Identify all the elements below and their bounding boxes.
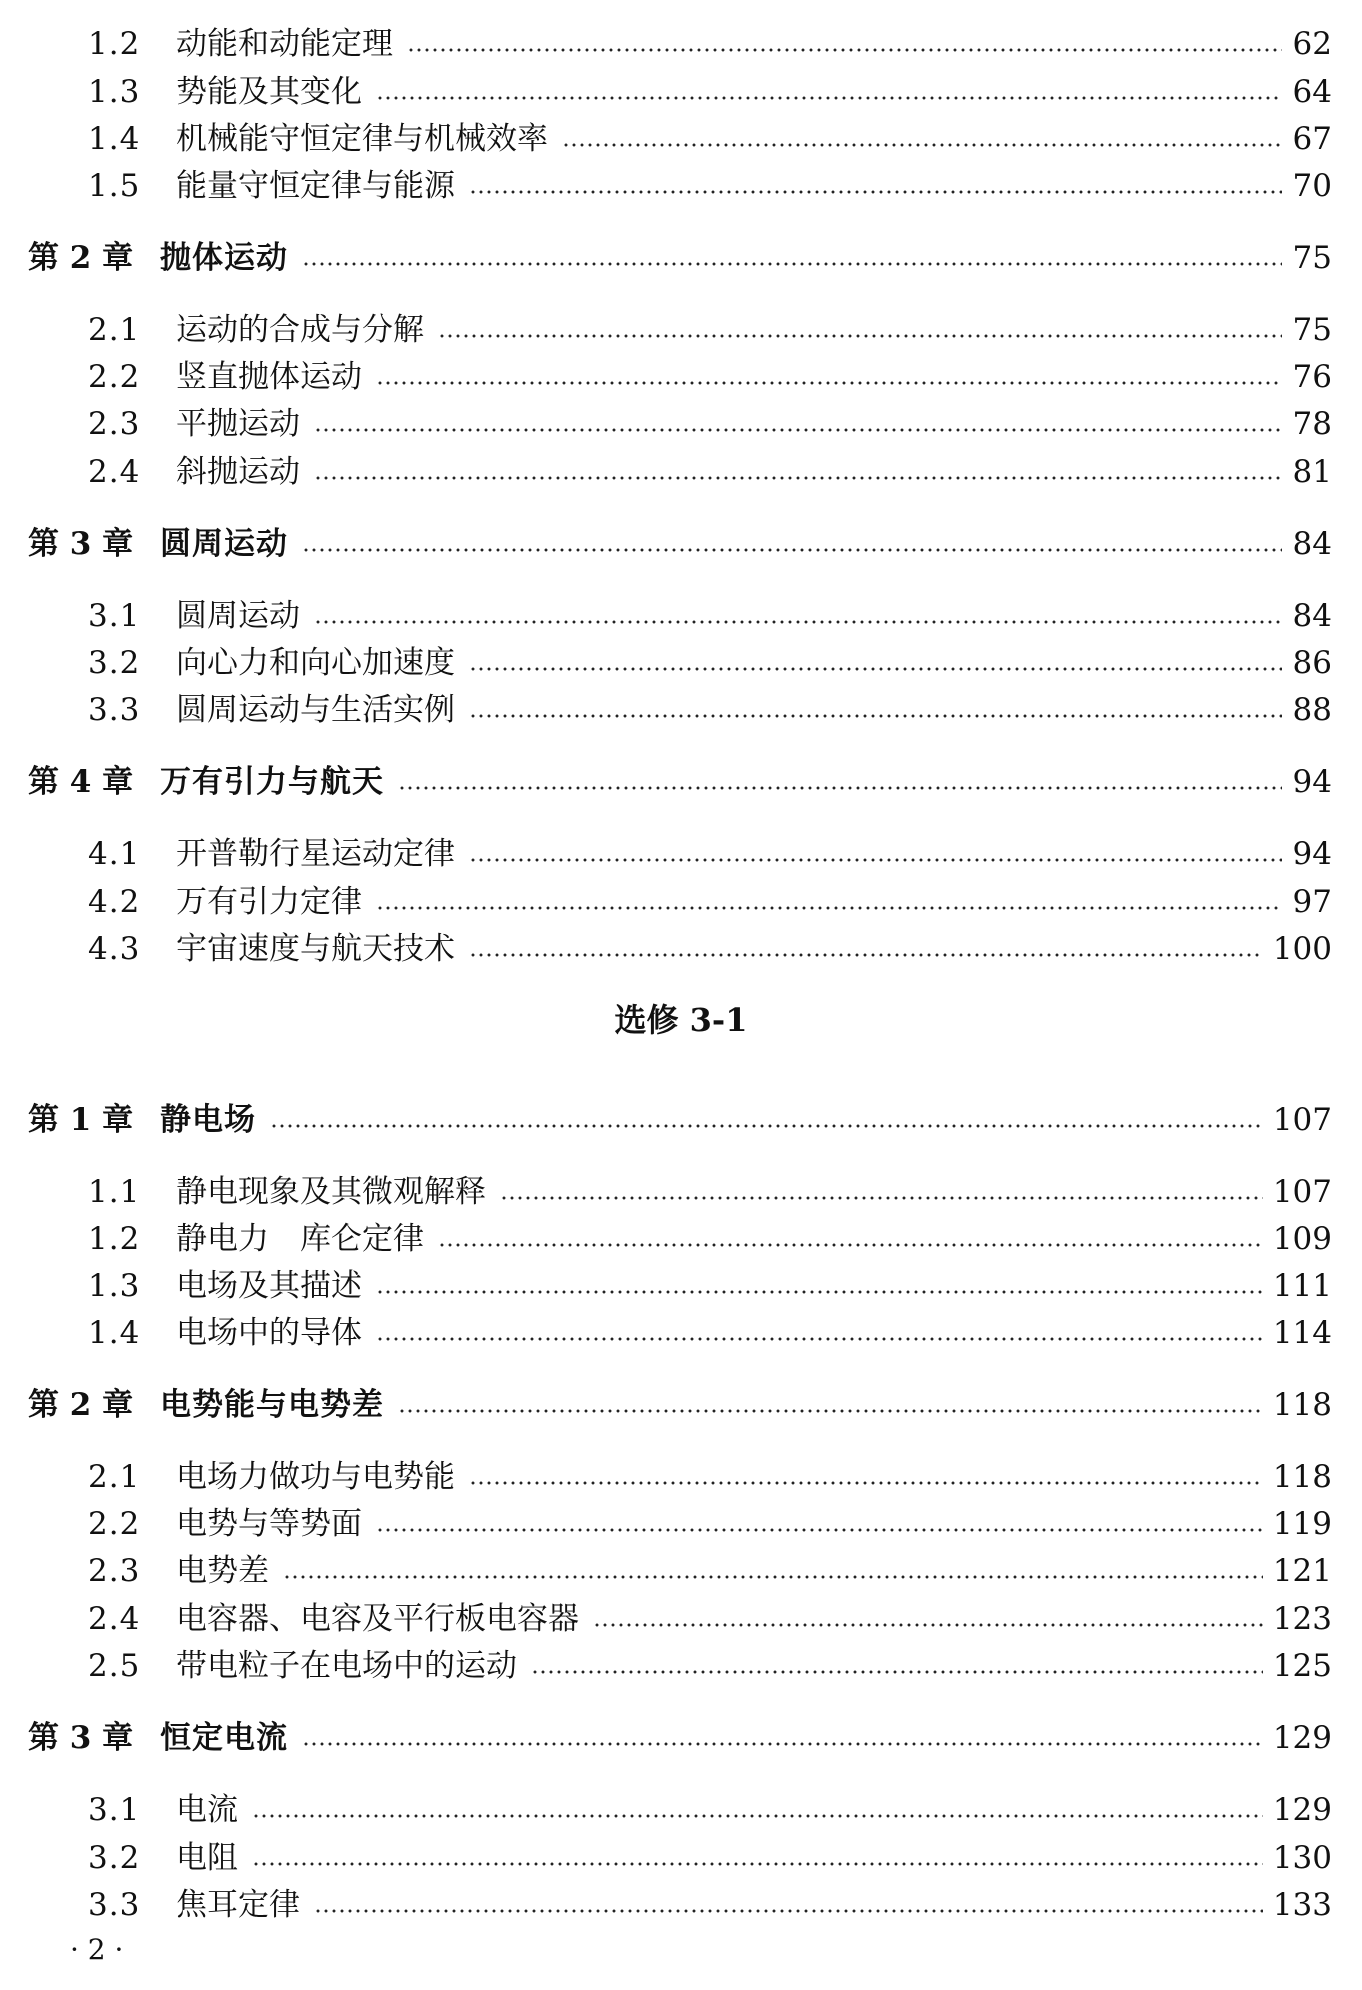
- entry-number: 第 2 章: [28, 1387, 134, 1423]
- entry-title: 恒定电流: [160, 1720, 288, 1756]
- entry-page-number: 121: [1272, 1553, 1332, 1589]
- entry-title: 机械能守恒定律与机械效率: [176, 121, 548, 157]
- entry-number: 3.3: [88, 1887, 141, 1923]
- entry-title: 向心力和向心加速度: [176, 645, 455, 681]
- entry-number: 第 1 章: [28, 1102, 134, 1138]
- toc-section-entry[interactable]: [88, 1311, 1332, 1355]
- part-heading: 选修 3-1: [614, 1001, 748, 1039]
- entry-page-number: 119: [1272, 1506, 1332, 1542]
- entry-page-number: 129: [1272, 1720, 1332, 1756]
- toc-section-entry[interactable]: [88, 70, 1332, 114]
- entry-title: 电阻: [176, 1840, 238, 1876]
- entry-title: 静电力 库仑定律: [176, 1221, 424, 1257]
- dot-leader: [562, 143, 1282, 147]
- entry-page-number: 81: [1292, 454, 1332, 490]
- toc-section-entry[interactable]: [88, 880, 1332, 924]
- dot-leader: [270, 1124, 1263, 1128]
- dot-leader: [376, 1290, 1263, 1294]
- entry-number: 2.3: [88, 406, 141, 442]
- entry-title: 万有引力定律: [176, 884, 362, 920]
- entry-title: 静电场: [160, 1102, 256, 1138]
- toc-chapter-entry[interactable]: [28, 1383, 1332, 1427]
- entry-title: 电场中的导体: [176, 1315, 362, 1351]
- entry-number: 2.5: [88, 1648, 141, 1684]
- entry-number: 2.2: [88, 1506, 141, 1542]
- entry-page-number: 62: [1292, 26, 1332, 62]
- entry-number: 2.1: [88, 312, 141, 348]
- entry-page-number: 97: [1292, 884, 1332, 920]
- entry-page-number: 75: [1292, 312, 1332, 348]
- toc-chapter-entry[interactable]: [28, 522, 1332, 566]
- entry-page-number: 94: [1292, 764, 1332, 800]
- entry-title: 电场力做功与电势能: [176, 1459, 455, 1495]
- entry-title: 能量守恒定律与能源: [176, 168, 455, 204]
- dot-leader: [302, 1742, 1263, 1746]
- dot-leader: [376, 96, 1282, 100]
- entry-page-number: 107: [1272, 1174, 1332, 1210]
- entry-number: 2.4: [88, 454, 141, 490]
- entry-page-number: 130: [1272, 1840, 1332, 1876]
- entry-number: 2.4: [88, 1601, 141, 1637]
- dot-leader: [593, 1623, 1263, 1627]
- entry-number: 3.1: [88, 598, 141, 634]
- entry-number: 4.1: [88, 836, 141, 872]
- dot-leader: [469, 190, 1282, 194]
- entry-number: 1.4: [88, 121, 141, 157]
- entry-number: 2.3: [88, 1553, 141, 1589]
- dot-leader: [376, 1528, 1263, 1532]
- entry-page-number: 109: [1272, 1221, 1332, 1257]
- entry-number: 3.3: [88, 692, 141, 728]
- entry-title: 圆周运动: [160, 526, 288, 562]
- entry-number: 1.3: [88, 74, 141, 110]
- entry-title: 焦耳定律: [176, 1887, 300, 1923]
- toc-section-entry[interactable]: [88, 832, 1332, 876]
- toc-section-entry[interactable]: [88, 1217, 1332, 1261]
- entry-number: 1.2: [88, 26, 141, 62]
- dot-leader: [376, 1337, 1263, 1341]
- entry-page-number: 123: [1272, 1601, 1332, 1637]
- dot-leader: [283, 1575, 1263, 1579]
- entry-title: 抛体运动: [160, 240, 288, 276]
- toc-section-entry[interactable]: [88, 355, 1332, 399]
- entry-page-number: 84: [1292, 598, 1332, 634]
- entry-number: 第 3 章: [28, 1720, 134, 1756]
- dot-leader: [407, 48, 1282, 52]
- dot-leader: [302, 548, 1282, 552]
- dot-leader: [252, 1814, 1263, 1818]
- toc-chapter-entry[interactable]: [28, 1098, 1332, 1142]
- entry-title: 电场及其描述: [176, 1268, 362, 1304]
- dot-leader: [398, 1409, 1263, 1413]
- entry-number: 3.2: [88, 1840, 141, 1876]
- entry-number: 第 2 章: [28, 240, 134, 276]
- entry-page-number: 107: [1272, 1102, 1332, 1138]
- dot-leader: [302, 262, 1282, 266]
- toc-section-entry[interactable]: [88, 402, 1332, 446]
- toc-chapter-entry[interactable]: [28, 1716, 1332, 1760]
- entry-page-number: 118: [1272, 1459, 1332, 1495]
- entry-number: 1.3: [88, 1268, 141, 1304]
- entry-number: 1.1: [88, 1174, 141, 1210]
- dot-leader: [252, 1862, 1263, 1866]
- dot-leader: [469, 858, 1282, 862]
- toc-section-entry[interactable]: [88, 1170, 1332, 1214]
- entry-title: 平抛运动: [176, 406, 300, 442]
- entry-page-number: 118: [1272, 1387, 1332, 1423]
- entry-title: 宇宙速度与航天技术: [176, 931, 455, 967]
- dot-leader: [376, 906, 1282, 910]
- entry-title: 圆周运动: [176, 598, 300, 634]
- entry-number: 1.5: [88, 168, 141, 204]
- toc-chapter-entry[interactable]: [28, 236, 1332, 280]
- entry-title: 圆周运动与生活实例: [176, 692, 455, 728]
- entry-number: 4.3: [88, 931, 141, 967]
- entry-page-number: 94: [1292, 836, 1332, 872]
- toc-section-entry[interactable]: [88, 164, 1332, 208]
- entry-page-number: 114: [1272, 1315, 1332, 1351]
- toc-section-entry[interactable]: [88, 1836, 1332, 1880]
- entry-title: 电势能与电势差: [160, 1387, 384, 1423]
- entry-number: 4.2: [88, 884, 141, 920]
- entry-title: 带电粒子在电场中的运动: [176, 1648, 517, 1684]
- entry-page-number: 84: [1292, 526, 1332, 562]
- entry-title: 竖直抛体运动: [176, 359, 362, 395]
- toc-section-entry[interactable]: [88, 1644, 1332, 1688]
- toc-section-entry[interactable]: [88, 1502, 1332, 1546]
- dot-leader: [314, 476, 1282, 480]
- toc-section-entry[interactable]: [88, 688, 1332, 732]
- entry-title: 电流: [176, 1792, 238, 1828]
- toc-section-entry[interactable]: [88, 450, 1332, 494]
- entry-title: 斜抛运动: [176, 454, 300, 490]
- entry-page-number: 70: [1292, 168, 1332, 204]
- dot-leader: [438, 1243, 1263, 1247]
- entry-title: 万有引力与航天: [160, 764, 384, 800]
- toc-section-entry[interactable]: [88, 1549, 1332, 1593]
- entry-page-number: 133: [1272, 1887, 1332, 1923]
- dot-leader: [500, 1196, 1263, 1200]
- toc-section-entry[interactable]: [88, 1883, 1332, 1927]
- entry-title: 动能和动能定理: [176, 26, 393, 62]
- entry-number: 第 3 章: [28, 526, 134, 562]
- entry-title: 电势与等势面: [176, 1506, 362, 1542]
- entry-page-number: 111: [1272, 1268, 1332, 1304]
- entry-title: 运动的合成与分解: [176, 312, 424, 348]
- entry-number: 2.2: [88, 359, 141, 395]
- entry-title: 静电现象及其微观解释: [176, 1174, 486, 1210]
- entry-title: 势能及其变化: [176, 74, 362, 110]
- entry-number: 1.4: [88, 1315, 141, 1351]
- entry-page-number: 125: [1272, 1648, 1332, 1684]
- dot-leader: [376, 381, 1282, 385]
- toc-section-entry[interactable]: [88, 117, 1332, 161]
- entry-number: 3.2: [88, 645, 141, 681]
- dot-leader: [314, 620, 1282, 624]
- toc-section-entry[interactable]: [88, 1455, 1332, 1499]
- entry-number: 第 4 章: [28, 764, 134, 800]
- entry-number: 2.1: [88, 1459, 141, 1495]
- dot-leader: [469, 1481, 1263, 1485]
- entry-page-number: 100: [1272, 931, 1332, 967]
- toc-chapter-entry[interactable]: [28, 760, 1332, 804]
- toc-section-entry[interactable]: [88, 594, 1332, 638]
- toc-section-entry[interactable]: [88, 1597, 1332, 1641]
- dot-leader: [531, 1670, 1263, 1674]
- toc-section-entry[interactable]: [88, 641, 1332, 685]
- toc-section-entry[interactable]: [88, 1264, 1332, 1308]
- entry-number: 3.1: [88, 1792, 141, 1828]
- page-number: · 2 ·: [70, 1933, 124, 1966]
- toc-section-entry[interactable]: [88, 1788, 1332, 1832]
- toc-section-entry[interactable]: [88, 308, 1332, 352]
- toc-section-entry[interactable]: [88, 22, 1332, 66]
- entry-page-number: 76: [1292, 359, 1332, 395]
- entry-title: 开普勒行星运动定律: [176, 836, 455, 872]
- dot-leader: [398, 786, 1282, 790]
- entry-page-number: 88: [1292, 692, 1332, 728]
- entry-page-number: 129: [1272, 1792, 1332, 1828]
- entry-number: 1.2: [88, 1221, 141, 1257]
- dot-leader: [314, 1909, 1263, 1913]
- entry-page-number: 78: [1292, 406, 1332, 442]
- toc-section-entry[interactable]: [88, 927, 1332, 971]
- entry-title: 电容器、电容及平行板电容器: [176, 1601, 579, 1637]
- entry-page-number: 75: [1292, 240, 1332, 276]
- dot-leader: [438, 334, 1282, 338]
- entry-page-number: 67: [1292, 121, 1332, 157]
- dot-leader: [469, 714, 1282, 718]
- dot-leader: [469, 667, 1282, 671]
- entry-page-number: 64: [1292, 74, 1332, 110]
- dot-leader: [314, 428, 1282, 432]
- dot-leader: [469, 953, 1263, 957]
- entry-title: 电势差: [176, 1553, 269, 1589]
- entry-page-number: 86: [1292, 645, 1332, 681]
